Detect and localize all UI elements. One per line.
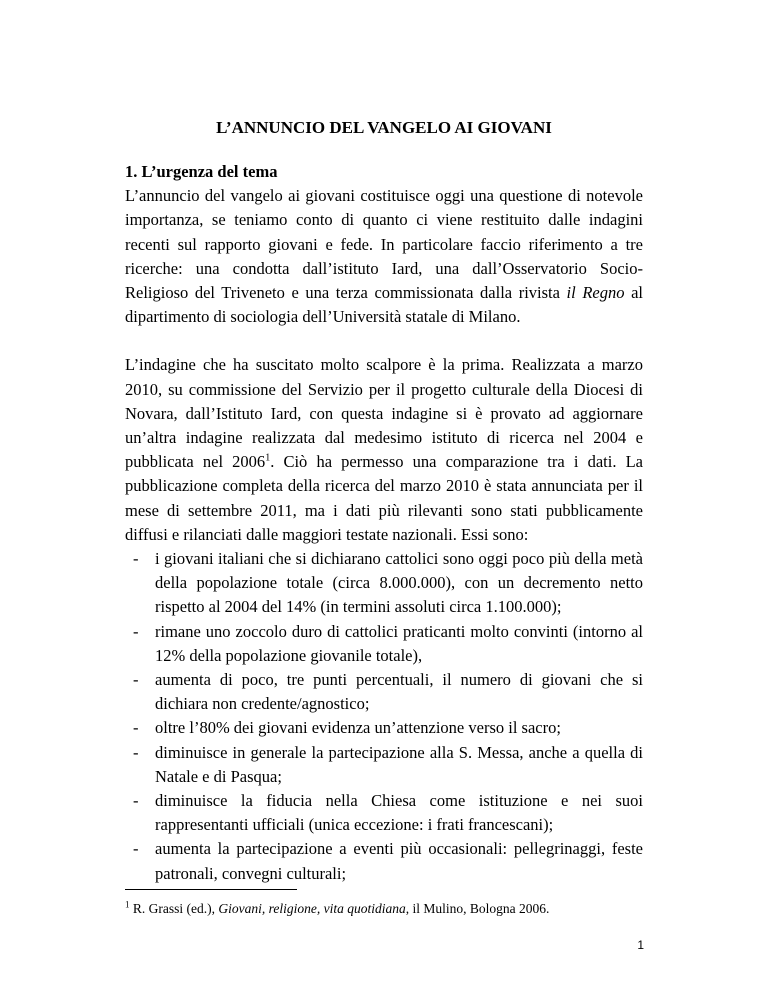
bullet-marker: -: [133, 549, 139, 569]
list-item-text: rimane uno zoccolo duro di cattolici praticanti molto convinti (intorno al 12% della popolazione giovanile totale),: [155, 621, 643, 665]
bullet-marker: -: [133, 621, 139, 641]
paragraph-intro-text-end: al dipartimento di sociologia dell’Università statale di Milano.: [125, 283, 643, 327]
footnote-reference[interactable]: 1: [265, 452, 271, 464]
list-item: [125, 547, 643, 620]
findings-list: [125, 547, 643, 886]
footnote-text: R. Grassi (ed.),: [129, 901, 219, 916]
list-item-text: aumenta la partecipazione a eventi più occasionali: pellegrinaggi, feste patronali, convegni culturali;: [155, 839, 643, 883]
footnote-book-title: Giovani, religione, vita quotidiana: [218, 901, 406, 916]
paragraph-survey-text: L’indagine che ha suscitato molto scalpore è la prima. Realizzata a marzo 2010, su commissione del Servizio per il progetto culturale della Diocesi di Novara, dall’Istituto Iard, con questa indagine si è provato ad aggiornare un’altra indagine realizzata dal medesimo istituto di ricerca nel 2004 e pubblicata nel 2006: [125, 355, 643, 472]
list-item-text: i giovani italiani che si dichiarano cattolici sono oggi poco più della metà della popolazione totale (circa 8.000.000), con un decremento netto rispetto al 2004 del 14% (in termini assoluti circa 1.100.000);: [155, 549, 643, 617]
list-item: [125, 837, 643, 885]
bullet-marker: -: [133, 718, 139, 738]
list-item: [125, 789, 643, 837]
list-item: [125, 668, 643, 716]
document-body: [125, 160, 643, 886]
paragraph-survey-text-end: . Ciò ha permesso una comparazione tra i dati. La pubblicazione completa della ricerca del marzo 2010 è stata annunciata per il mese di settembre 2011, ma i dati più rilevanti sono stati pubblicamente diffusi e rilanciati dalle maggiori testate nazionali. Essi sono:: [125, 452, 643, 544]
list-item: [125, 716, 643, 740]
section-heading: 1. L’urgenza del tema: [125, 162, 278, 181]
bullet-marker: -: [133, 839, 139, 859]
footnote-number: 1: [125, 899, 130, 910]
document-title: L’ANNUNCIO DEL VANGELO AI GIOVANI: [216, 118, 552, 137]
paragraph-gap: [125, 329, 643, 353]
footnote-text-end: , il Mulino, Bologna 2006.: [405, 901, 550, 916]
footnote-divider: [125, 889, 297, 890]
page-number: 1: [637, 938, 644, 952]
bullet-marker: -: [133, 791, 139, 811]
paragraph-survey: [125, 353, 643, 547]
paragraph-intro-text: L’annuncio del vangelo ai giovani costituisce oggi una questione di notevole importanza, se teniamo conto di quanto ci viene restituito dalle indagini recenti sul rapporto giovani e fede. In particolare faccio riferimento a tre ricerche: una condotta dall’istituto Iard, una dall’Osservatorio Socio-Religioso del Triveneto e una terza commissionata dalla rivista: [125, 186, 643, 303]
list-item-text: diminuisce in generale la partecipazione alla S. Messa, anche a quella di Natale e di Pasqua;: [155, 742, 643, 786]
bullet-marker: -: [133, 670, 139, 690]
list-item-text: diminuisce la fiducia nella Chiesa come istituzione e nei suoi rappresentanti ufficiali (unica eccezione: i frati francescani);: [155, 791, 643, 835]
list-item-text: aumenta di poco, tre punti percentuali, il numero di giovani che si dichiara non credente/agnostico;: [155, 670, 643, 714]
journal-title: il Regno: [566, 283, 625, 303]
list-item: [125, 620, 643, 668]
paragraph-intro: [125, 184, 643, 329]
footnote: [125, 900, 645, 918]
list-item-text: oltre l’80% dei giovani evidenza un’attenzione verso il sacro;: [155, 718, 561, 738]
bullet-marker: -: [133, 742, 139, 762]
list-item: [125, 741, 643, 789]
